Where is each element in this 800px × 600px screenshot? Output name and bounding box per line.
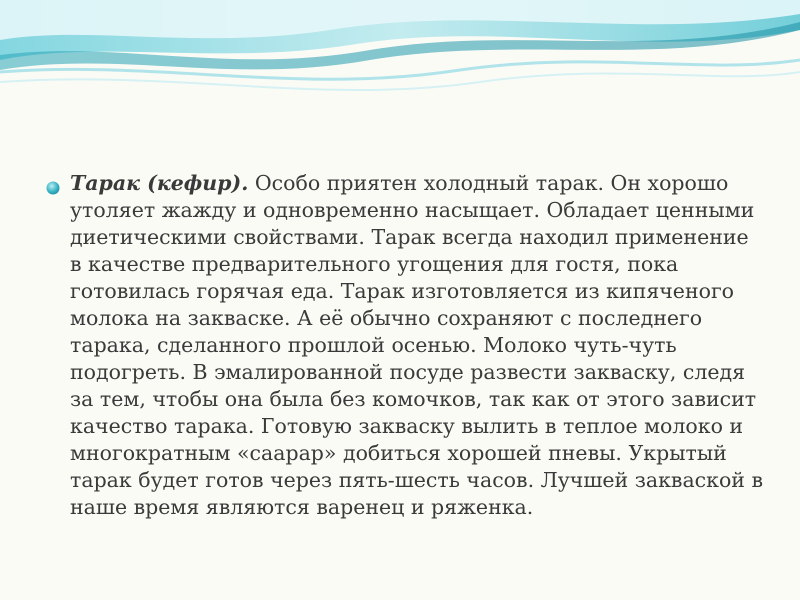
bullet-paragraph <box>46 170 766 521</box>
slide-content <box>46 170 766 521</box>
teal-dot-icon <box>46 181 60 195</box>
term-heading: Тарак (кефир). <box>70 171 249 195</box>
decorative-waves-header <box>0 0 800 110</box>
paragraph-text <box>70 170 766 521</box>
paragraph-body: Особо приятен холодный тарак. Он хорошо утоляет жажду и одновременно насыщает. Обладает ценными диетическими свойствами. Тарак всегда находил применение в качестве предварительного угощения для гостя, пока готовилась горячая еда. Тарак изготовляется из кипяченого молока на закваске. А её обычно сохраняют с последнего тарака, сделанного прошлой осенью. Молоко чуть-чуть подогреть. В эмалированной посуде развести закваску, следя за тем, чтобы она была без комочков, так как от этого зависит качество тарака. Готовую закваску вылить в теплое молоко и многократным «саарар» добиться хорошей пневы. Укрытый тарак будет готов через пять-шесть часов. Лучшей закваской в наше время являются варенец и ряженка. <box>70 171 764 519</box>
